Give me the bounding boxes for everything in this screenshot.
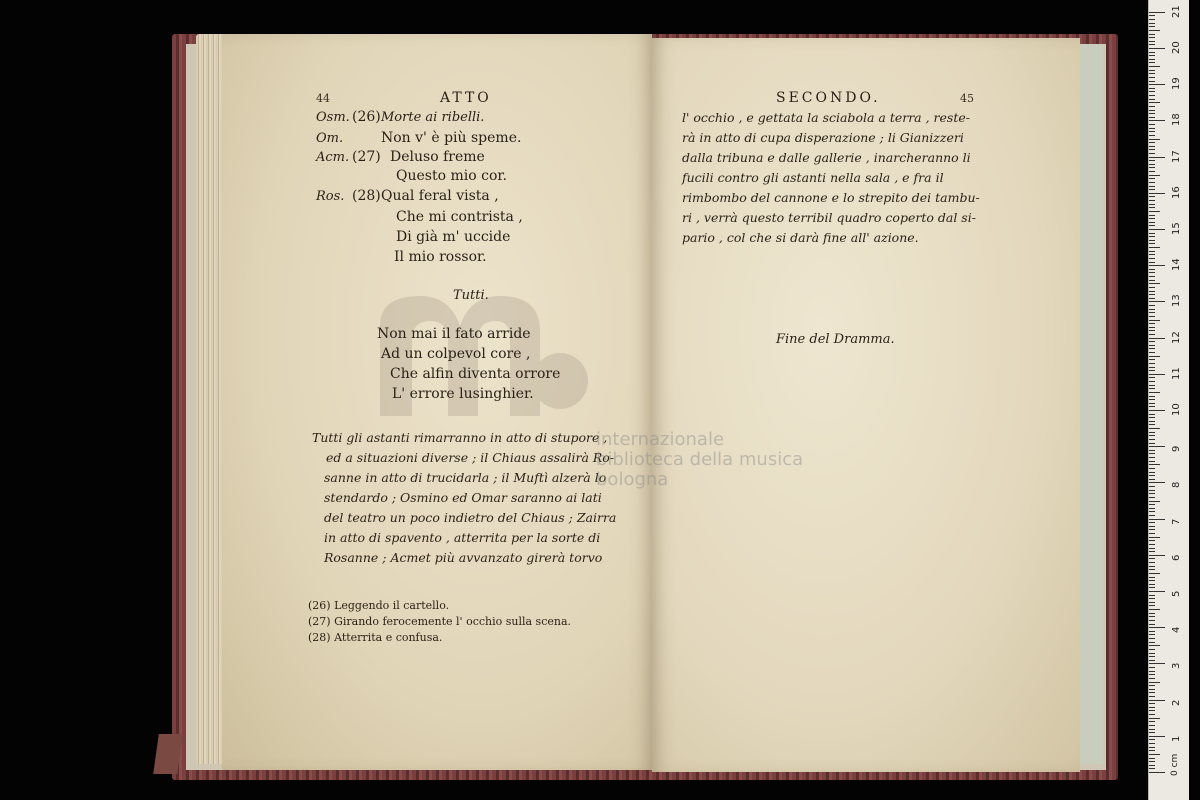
ruler-tick bbox=[1149, 692, 1155, 693]
ruler-tick bbox=[1149, 48, 1165, 49]
ruler-tick bbox=[1149, 721, 1155, 722]
ruler-tick bbox=[1149, 124, 1155, 125]
ruler-tick bbox=[1149, 772, 1165, 773]
ruler-label: 5 bbox=[1171, 590, 1182, 597]
ruler-tick bbox=[1149, 327, 1155, 328]
footnote-ref: (28) bbox=[352, 188, 381, 204]
ruler-tick bbox=[1149, 548, 1155, 549]
ruler-tick bbox=[1149, 645, 1160, 646]
ruler-tick bbox=[1149, 577, 1155, 578]
ruler-tick bbox=[1149, 283, 1160, 284]
ruler-tick bbox=[1149, 363, 1155, 364]
ruler-tick bbox=[1149, 758, 1155, 759]
ruler-tick bbox=[1149, 377, 1155, 378]
ruler-tick bbox=[1149, 81, 1155, 82]
stage-direction-line: fucili contro gli astanti nella sala , e fra il bbox=[682, 170, 944, 185]
ruler-tick bbox=[1149, 52, 1155, 53]
ruler-tick bbox=[1149, 464, 1160, 465]
ruler-tick bbox=[1149, 186, 1155, 187]
ruler-tick bbox=[1149, 55, 1155, 56]
ruler-tick bbox=[1149, 110, 1155, 111]
ruler-tick bbox=[1149, 211, 1160, 212]
stage-direction-line: ri , verrà questo terribil quadro coperto dal si- bbox=[682, 210, 976, 225]
ruler-label: 7 bbox=[1171, 518, 1182, 525]
ruler-tick bbox=[1149, 533, 1155, 534]
ruler-tick bbox=[1149, 584, 1155, 585]
ruler-tick bbox=[1149, 243, 1155, 244]
ruler-label: 13 bbox=[1171, 294, 1182, 308]
ruler-tick bbox=[1149, 435, 1155, 436]
ruler-tick bbox=[1149, 587, 1155, 588]
ruler-tick bbox=[1149, 312, 1155, 313]
library-watermark-text bbox=[596, 430, 803, 490]
ruler-tick bbox=[1149, 294, 1155, 295]
ruler-tick bbox=[1149, 73, 1155, 74]
ruler-tick bbox=[1149, 573, 1160, 574]
watermark-line: internazionale bbox=[596, 429, 725, 450]
watermark-line: biblioteca della musica bbox=[596, 449, 804, 470]
right-running-head: SECONDO. bbox=[776, 90, 881, 106]
ruler-tick bbox=[1149, 696, 1155, 697]
ruler-tick bbox=[1149, 417, 1155, 418]
ruler-tick bbox=[1149, 171, 1155, 172]
ruler-tick bbox=[1149, 222, 1155, 223]
ruler-tick bbox=[1149, 660, 1155, 661]
ruler-tick bbox=[1149, 562, 1155, 563]
stage-direction-line: sanne in atto di trucidarla ; il Muftì alzerà lo bbox=[324, 470, 607, 485]
stage-direction-line: l' occhio , e gettata la sciabola a terra , reste- bbox=[682, 110, 970, 125]
ruler-tick bbox=[1149, 504, 1155, 505]
ruler-tick bbox=[1149, 381, 1155, 382]
ruler-tick bbox=[1149, 164, 1155, 165]
ruler-tick bbox=[1149, 486, 1155, 487]
ruler-tick bbox=[1149, 605, 1155, 606]
closing-line: Fine del Dramma. bbox=[776, 332, 895, 347]
ruler-tick bbox=[1149, 269, 1155, 270]
ruler-tick bbox=[1149, 120, 1165, 121]
ruler-tick bbox=[1149, 620, 1155, 621]
footnote: (28) Atterrita e confusa. bbox=[308, 631, 443, 644]
verse-line: Non v' è più speme. bbox=[381, 130, 522, 146]
ruler-tick bbox=[1149, 555, 1165, 556]
ruler-tick bbox=[1149, 406, 1155, 407]
ruler-tick bbox=[1149, 167, 1155, 168]
watermark-line: bologna bbox=[596, 469, 669, 490]
ruler-tick bbox=[1149, 388, 1155, 389]
ruler-tick bbox=[1149, 515, 1155, 516]
footnote-ref: (27) bbox=[352, 149, 381, 165]
ruler-tick bbox=[1149, 761, 1155, 762]
stage-direction-line: stendardo ; Osmino ed Omar saranno ai lati bbox=[324, 490, 602, 505]
footnote: (27) Girando ferocemente l' occhio sulla scena. bbox=[308, 615, 572, 628]
ruler-tick bbox=[1149, 468, 1155, 469]
ruler-tick bbox=[1149, 653, 1155, 654]
ruler-tick bbox=[1149, 88, 1155, 89]
ruler-tick bbox=[1149, 667, 1155, 668]
ruler-tick bbox=[1149, 240, 1155, 241]
ruler-tick bbox=[1149, 682, 1160, 683]
ruler-tick bbox=[1149, 403, 1155, 404]
verse-line: Il mio rossor. bbox=[394, 249, 487, 265]
ruler-tick bbox=[1149, 23, 1155, 24]
ruler-tick bbox=[1149, 233, 1155, 234]
ruler-tick bbox=[1149, 707, 1155, 708]
ruler-tick bbox=[1149, 345, 1155, 346]
ruler-tick bbox=[1149, 729, 1155, 730]
ruler-tick bbox=[1149, 280, 1155, 281]
ruler-tick bbox=[1149, 616, 1155, 617]
measuring-ruler bbox=[1148, 0, 1189, 800]
ruler-tick bbox=[1149, 15, 1155, 16]
ruler-tick bbox=[1149, 663, 1165, 664]
verse-line: Di già m' uccide bbox=[396, 229, 511, 245]
ruler-tick bbox=[1149, 218, 1155, 219]
right-page bbox=[652, 38, 1080, 772]
ruler-tick bbox=[1149, 566, 1155, 567]
ruler-tick bbox=[1149, 41, 1155, 42]
ruler-tick bbox=[1149, 529, 1155, 530]
ruler-tick bbox=[1149, 439, 1155, 440]
chorus-line: Non mai il fato arride bbox=[377, 326, 531, 342]
ruler-tick bbox=[1149, 316, 1155, 317]
ruler-tick bbox=[1149, 247, 1160, 248]
ruler-tick bbox=[1149, 117, 1155, 118]
chorus-line: Che alfin diventa orrore bbox=[390, 366, 561, 382]
ruler-tick bbox=[1149, 30, 1160, 31]
ruler-tick bbox=[1149, 750, 1155, 751]
ruler-tick bbox=[1149, 142, 1155, 143]
ruler-tick bbox=[1149, 207, 1155, 208]
ruler-tick bbox=[1149, 453, 1155, 454]
stage-direction-line: Tutti gli astanti rimarranno in atto di stupore , bbox=[312, 430, 608, 445]
ruler-tick bbox=[1149, 215, 1155, 216]
verse-line: Morte ai ribelli. bbox=[381, 110, 485, 125]
ruler-label: 8 bbox=[1171, 482, 1182, 489]
ruler-tick bbox=[1149, 443, 1155, 444]
ruler-tick bbox=[1149, 475, 1155, 476]
ruler-tick bbox=[1149, 421, 1155, 422]
ruler-tick bbox=[1149, 540, 1155, 541]
ruler-tick bbox=[1149, 754, 1160, 755]
ruler-label: 1 bbox=[1171, 735, 1182, 742]
ruler-tick bbox=[1149, 334, 1155, 335]
ruler-tick bbox=[1149, 44, 1155, 45]
right-page-number: 45 bbox=[960, 92, 974, 105]
ruler-tick bbox=[1149, 718, 1160, 719]
ruler-tick bbox=[1149, 450, 1155, 451]
ruler-tick bbox=[1149, 558, 1155, 559]
ruler-tick bbox=[1149, 414, 1155, 415]
footnote-ref: (26) bbox=[352, 109, 381, 125]
ruler-tick bbox=[1149, 703, 1155, 704]
ruler-tick bbox=[1149, 501, 1160, 502]
ruler-tick bbox=[1149, 287, 1155, 288]
ruler-tick bbox=[1149, 59, 1155, 60]
ruler-tick bbox=[1149, 490, 1155, 491]
ruler-tick bbox=[1149, 511, 1155, 512]
ruler-tick bbox=[1149, 348, 1155, 349]
ruler-tick bbox=[1149, 598, 1155, 599]
ruler-tick bbox=[1149, 37, 1155, 38]
chorus-heading: Tutti. bbox=[453, 288, 489, 303]
ruler-tick bbox=[1149, 747, 1155, 748]
ruler-tick bbox=[1149, 19, 1155, 20]
ruler-tick bbox=[1149, 157, 1165, 158]
ruler-tick bbox=[1149, 725, 1155, 726]
ruler-tick bbox=[1149, 591, 1165, 592]
ruler-tick bbox=[1149, 508, 1155, 509]
ruler-label: 12 bbox=[1171, 330, 1182, 344]
ruler-tick bbox=[1149, 714, 1155, 715]
ruler-tick bbox=[1149, 569, 1155, 570]
ruler-tick bbox=[1149, 370, 1155, 371]
ruler-tick bbox=[1149, 128, 1155, 129]
ruler-tick bbox=[1149, 595, 1155, 596]
ruler-tick bbox=[1149, 276, 1155, 277]
ruler-tick bbox=[1149, 544, 1155, 545]
ruler-tick bbox=[1149, 258, 1155, 259]
ruler-tick bbox=[1149, 461, 1155, 462]
ruler-label: 19 bbox=[1171, 77, 1182, 91]
speaker-label: Acm. bbox=[316, 150, 350, 165]
ruler-tick bbox=[1149, 77, 1155, 78]
ruler-tick bbox=[1149, 472, 1155, 473]
ruler-tick bbox=[1149, 392, 1160, 393]
ruler-label: 4 bbox=[1171, 626, 1182, 634]
ruler-label: 17 bbox=[1171, 149, 1182, 163]
ruler-tick bbox=[1149, 700, 1165, 701]
ruler-tick bbox=[1149, 428, 1160, 429]
ruler-tick bbox=[1149, 102, 1160, 103]
ruler-tick bbox=[1149, 519, 1165, 520]
ruler-tick bbox=[1149, 301, 1165, 302]
ruler-tick bbox=[1149, 522, 1155, 523]
ruler-tick bbox=[1149, 537, 1160, 538]
ruler-label: 9 bbox=[1171, 445, 1182, 453]
ruler-tick bbox=[1149, 638, 1155, 639]
left-running-head: ATTO bbox=[440, 90, 492, 106]
ruler-tick bbox=[1149, 743, 1155, 744]
ruler-tick bbox=[1149, 254, 1155, 255]
ruler-tick bbox=[1149, 204, 1155, 205]
ruler-tick bbox=[1149, 656, 1155, 657]
ruler-tick bbox=[1149, 671, 1155, 672]
ruler-tick bbox=[1149, 627, 1165, 628]
ruler-tick bbox=[1149, 70, 1155, 71]
ruler-tick bbox=[1149, 272, 1155, 273]
ruler-tick bbox=[1149, 410, 1165, 411]
ruler-tick bbox=[1149, 309, 1155, 310]
ruler-tick bbox=[1149, 131, 1155, 132]
verse-line: Deluso freme bbox=[390, 149, 485, 165]
ruler-tick bbox=[1149, 229, 1165, 230]
stage-direction-line: rimbombo del cannone e lo strepito dei tambu- bbox=[682, 190, 980, 205]
ruler-label: 10 bbox=[1171, 403, 1182, 416]
ruler-tick bbox=[1149, 139, 1160, 140]
left-page-number: 44 bbox=[316, 92, 330, 105]
ruler-tick bbox=[1149, 765, 1155, 766]
ruler-tick bbox=[1149, 689, 1155, 690]
ruler-tick bbox=[1149, 262, 1155, 263]
ruler-tick bbox=[1149, 580, 1155, 581]
ruler-tick bbox=[1149, 149, 1155, 150]
ruler-tick bbox=[1149, 320, 1160, 321]
ruler-label: 14 bbox=[1171, 258, 1182, 272]
ruler-label: 15 bbox=[1171, 222, 1182, 235]
ruler-tick bbox=[1149, 396, 1155, 397]
speaker-label: Om. bbox=[316, 131, 344, 146]
speaker-label: Osm. bbox=[316, 110, 350, 125]
ruler-tick bbox=[1149, 99, 1155, 100]
ruler-tick bbox=[1149, 634, 1155, 635]
stage-direction-line: pario , col che si darà fine all' azione. bbox=[682, 230, 919, 245]
ruler-tick bbox=[1149, 736, 1165, 737]
ruler-tick bbox=[1149, 91, 1155, 92]
ruler-tick bbox=[1149, 356, 1160, 357]
ruler-tick bbox=[1149, 732, 1155, 733]
ruler-tick bbox=[1149, 265, 1165, 266]
ruler-unit-label: 0 cm bbox=[1170, 753, 1180, 776]
ruler-tick bbox=[1149, 479, 1155, 480]
ruler-tick bbox=[1149, 678, 1155, 679]
ruler-tick bbox=[1149, 153, 1155, 154]
ruler-tick bbox=[1149, 66, 1160, 67]
ruler-label: 3 bbox=[1171, 663, 1182, 670]
ruler-label: 11 bbox=[1171, 367, 1182, 380]
ruler-tick bbox=[1149, 298, 1155, 299]
ruler-tick bbox=[1149, 649, 1155, 650]
stage-direction-line: Rosanne ; Acmet più avvanzato girerà torvo bbox=[324, 550, 603, 565]
ruler-tick bbox=[1149, 95, 1155, 96]
ruler-tick bbox=[1149, 497, 1155, 498]
ruler-tick bbox=[1149, 196, 1155, 197]
ruler-tick bbox=[1149, 305, 1155, 306]
ruler-tick bbox=[1149, 631, 1155, 632]
ruler-tick bbox=[1149, 178, 1155, 179]
ruler-tick bbox=[1149, 359, 1155, 360]
verse-line: Qual feral vista , bbox=[381, 188, 499, 204]
ruler-tick bbox=[1149, 200, 1155, 201]
ruler-tick bbox=[1149, 34, 1155, 35]
ruler-tick bbox=[1149, 609, 1160, 610]
ruler-tick bbox=[1149, 135, 1155, 136]
ruler-tick bbox=[1149, 739, 1155, 740]
ruler-tick bbox=[1149, 710, 1155, 711]
ruler-tick bbox=[1149, 26, 1155, 27]
ruler-tick bbox=[1149, 399, 1155, 400]
ruler-tick bbox=[1149, 685, 1155, 686]
speaker-label: Ros. bbox=[316, 189, 345, 204]
ruler-label: 18 bbox=[1171, 113, 1182, 127]
ruler-tick bbox=[1149, 62, 1155, 63]
chorus-line: L' errore lusinghier. bbox=[392, 386, 534, 402]
ruler-tick bbox=[1149, 385, 1155, 386]
ruler-tick bbox=[1149, 482, 1165, 483]
ruler-tick bbox=[1149, 330, 1155, 331]
ruler-label: 6 bbox=[1171, 554, 1182, 561]
stage-direction-line: ed a situazioni diverse ; il Chiaus assalirà Ro- bbox=[326, 450, 615, 465]
ruler-label: 16 bbox=[1171, 186, 1182, 199]
ruler-tick bbox=[1149, 182, 1155, 183]
ruler-tick bbox=[1149, 84, 1165, 85]
ruler-label: 20 bbox=[1171, 41, 1182, 54]
ruler-label: 2 bbox=[1171, 699, 1182, 706]
ruler-tick bbox=[1149, 446, 1165, 447]
ruler-label: 21 bbox=[1171, 5, 1182, 18]
ruler-tick bbox=[1149, 291, 1155, 292]
ruler-tick bbox=[1149, 160, 1155, 161]
chorus-line: Ad un colpevol core , bbox=[381, 346, 531, 362]
ruler-tick bbox=[1149, 374, 1165, 375]
ruler-tick bbox=[1149, 602, 1155, 603]
stage-direction-line: del teatro un poco indietro del Chiaus ; Zairra bbox=[324, 510, 617, 525]
ruler-tick bbox=[1149, 236, 1155, 237]
stage-direction-line: rà in atto di cupa disperazione ; li Gianizzeri bbox=[682, 130, 964, 145]
ruler-tick bbox=[1149, 432, 1155, 433]
ruler-tick bbox=[1149, 193, 1165, 194]
ruler-tick bbox=[1149, 551, 1155, 552]
stage-direction-line: in atto di spavento , atterrita per la sorte di bbox=[324, 530, 601, 545]
ruler-tick bbox=[1149, 146, 1155, 147]
ruler-tick bbox=[1149, 624, 1155, 625]
ruler-tick bbox=[1149, 323, 1155, 324]
stage-direction-line: dalla tribuna e dalle gallerie , inarcheranno li bbox=[682, 150, 971, 165]
verse-line: Questo mio cor. bbox=[396, 168, 507, 184]
ruler-tick bbox=[1149, 225, 1155, 226]
verse-line: Che mi contrista , bbox=[396, 209, 523, 225]
ruler-tick bbox=[1149, 341, 1155, 342]
ruler-tick bbox=[1149, 457, 1155, 458]
ruler-tick bbox=[1149, 113, 1155, 114]
ruler-tick bbox=[1149, 12, 1165, 13]
footnote: (26) Leggendo il cartello. bbox=[308, 599, 450, 612]
ruler-tick bbox=[1149, 251, 1155, 252]
ruler-tick bbox=[1149, 613, 1155, 614]
ruler-tick bbox=[1149, 175, 1160, 176]
ruler-tick bbox=[1149, 526, 1155, 527]
ruler-tick bbox=[1149, 367, 1155, 368]
ruler-tick bbox=[1149, 493, 1155, 494]
ruler-tick bbox=[1149, 106, 1155, 107]
ruler-tick bbox=[1149, 189, 1155, 190]
ruler-tick bbox=[1149, 674, 1155, 675]
ruler-tick bbox=[1149, 642, 1155, 643]
ruler-tick bbox=[1149, 338, 1165, 339]
ruler-tick bbox=[1149, 768, 1155, 769]
ruler-tick bbox=[1149, 424, 1155, 425]
ruler-tick bbox=[1149, 352, 1155, 353]
